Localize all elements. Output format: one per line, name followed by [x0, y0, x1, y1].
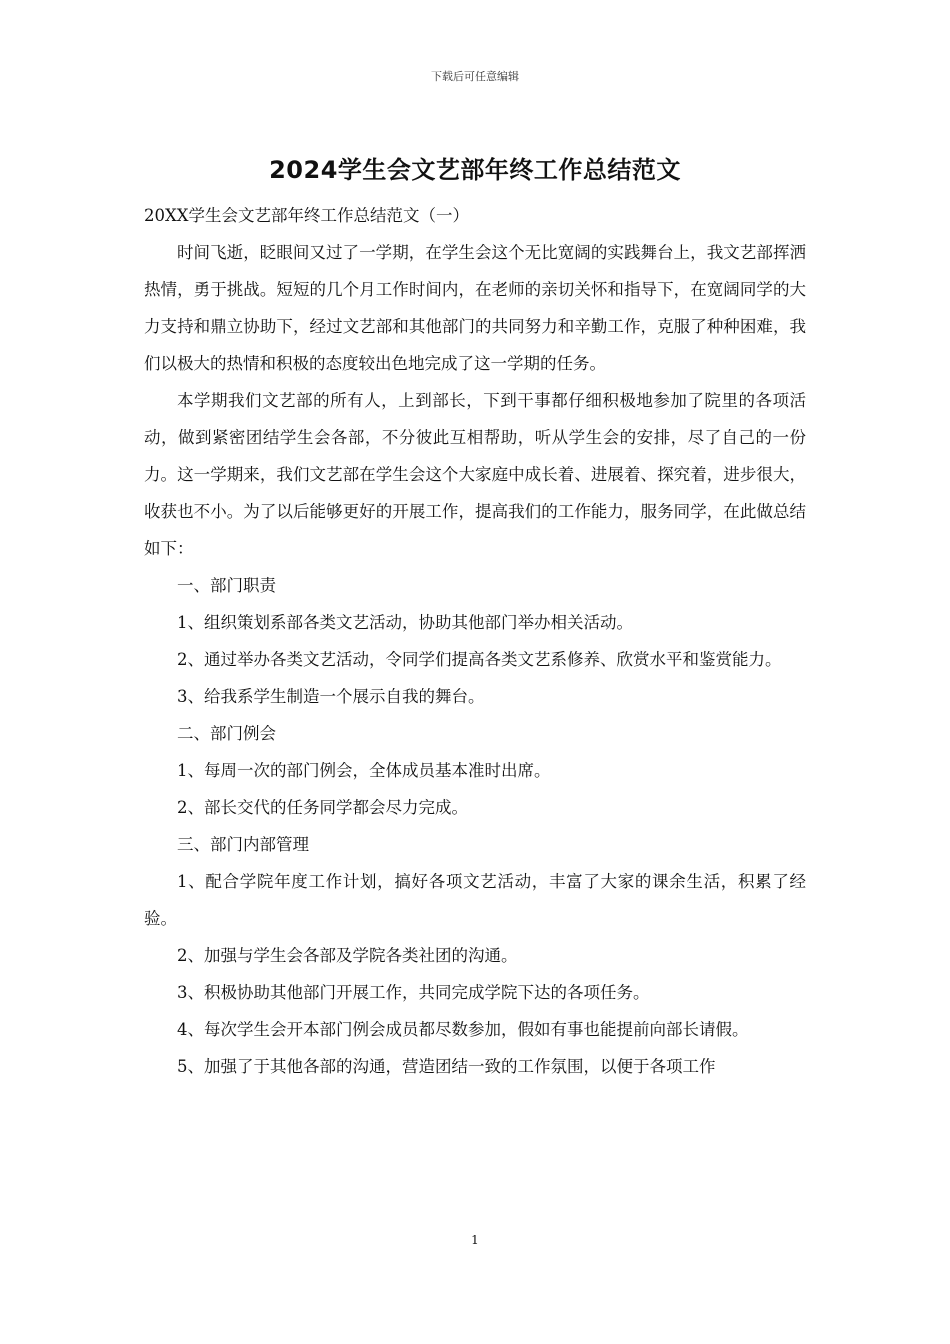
- document-body: [144, 198, 806, 1085]
- list-item: 1、组织策划系部各类文艺活动，协助其他部门举办相关活动。: [177, 613, 633, 632]
- list-item: 4、每次学生会开本部门例会成员都尽数参加，假如有事也能提前向部长请假。: [177, 1020, 749, 1039]
- list-item: 1、每周一次的部门例会，全体成员基本准时出席。: [177, 761, 551, 780]
- section-heading-meetings: 二、部门例会: [177, 724, 276, 743]
- list-item: 2、通过举办各类文艺活动，令同学们提高各类文艺系修养、欣赏水平和鉴赏能力。: [177, 650, 782, 669]
- list-item: 1、配合学院年度工作计划，搞好各项文艺活动，丰富了大家的课余生活，积累了经验。: [144, 872, 806, 928]
- document-title: 2024学生会文艺部年终工作总结范文: [269, 156, 681, 184]
- paragraph-summary: 本学期我们文艺部的所有人，上到部长，下到干事都仔细积极地参加了院里的各项活动，做到紧密团结学生会各部，不分彼此互相帮助，听从学生会的安排，尽了自己的一份力。这一学期来，我们文艺部在学生会这个大家庭中成长着、进展着、探究着，进步很大，收获也不小。为了以后能够更好的开展工作，提高我们的工作能力，服务同学，在此做总结如下：: [144, 391, 806, 558]
- section-heading-management: 三、部门内部管理: [177, 835, 309, 854]
- document-subtitle: 20XX学生会文艺部年终工作总结范文（一）: [144, 206, 469, 225]
- header-note: 下载后可任意编辑: [431, 70, 519, 83]
- list-item: 2、加强与学生会各部及学院各类社团的沟通。: [177, 946, 518, 965]
- page-number: 1: [471, 1233, 479, 1247]
- list-item: 2、部长交代的任务同学都会尽力完成。: [177, 798, 468, 817]
- list-item: 3、积极协助其他部门开展工作，共同完成学院下达的各项任务。: [177, 983, 650, 1002]
- list-item: 5、加强了于其他各部的沟通，营造团结一致的工作氛围，以便于各项工作: [177, 1057, 716, 1076]
- list-item: 3、给我系学生制造一个展示自我的舞台。: [177, 687, 485, 706]
- paragraph-intro: 时间飞逝，眨眼间又过了一学期，在学生会这个无比宽阔的实践舞台上，我文艺部挥洒热情，勇于挑战。短短的几个月工作时间内，在老师的亲切关怀和指导下，在宽阔同学的大力支持和鼎立协助下，经过文艺部和其他部门的共同努力和辛勤工作，克服了种种困难，我们以极大的热情和积极的态度较出色地完成了这一学期的任务。: [144, 243, 806, 373]
- section-heading-duties: 一、部门职责: [177, 576, 276, 595]
